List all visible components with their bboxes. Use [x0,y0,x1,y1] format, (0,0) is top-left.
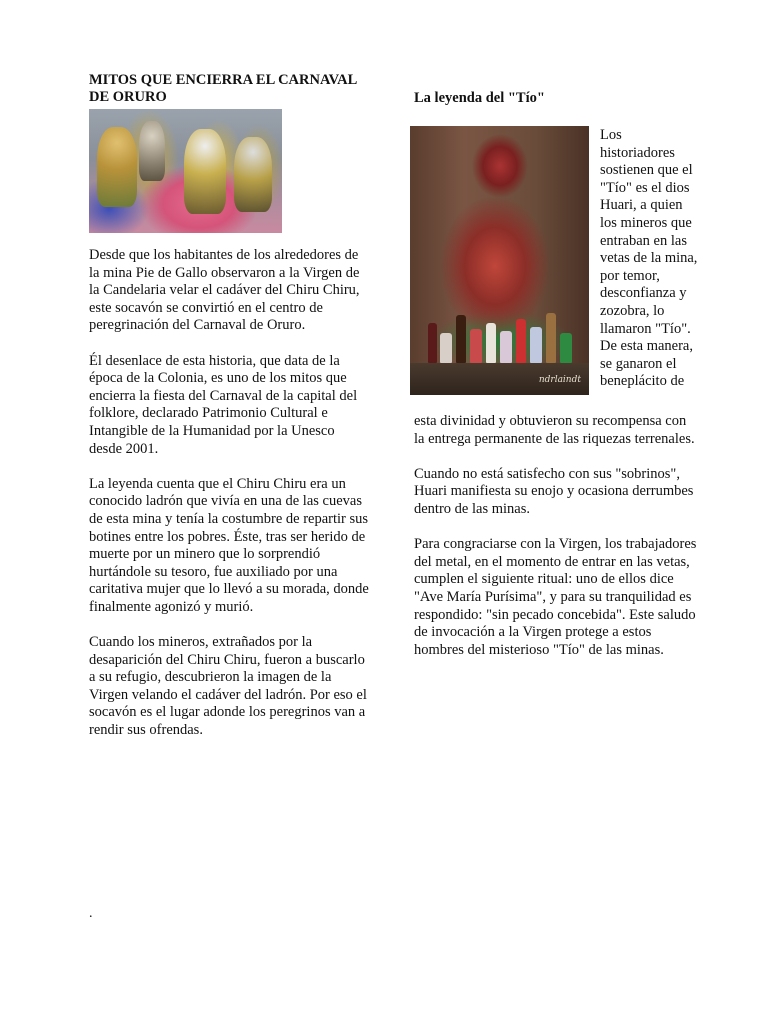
left-paragraph-3: La leyenda cuenta que el Chiru Chiru era un conocido ladrón que vivía en una de las cuevas de esta mina y tenía la costumbre de repartir sus botines entre los pobres. Éste, tras ser herido de muerte por un minero que lo sorprendió hurtándole su tesoro, fue auxiliado por una caritativa mujer que lo llevó a su morada, donde finalmente agonizó y murió. [89,475,369,615]
left-column [89,72,371,740]
right-column-body [414,413,698,659]
left-paragraph-2: Él desenlace de esta historia, que data de la época de la Colonia, es uno de los mitos que encierra la fiesta del Carnaval de la capital del folklore, declarado Patrimonio Cultural e Intangible de la Humanidad por la Unesco desde 2001. [89,352,358,457]
right-paragraph-1: Cuando no está satisfecho con sus "sobrinos", Huari manifiesta su enojo y ocasiona derrumbes dentro de las minas. [414,465,694,517]
tio-wrap-text [600,127,700,391]
article-title: MITOS QUE ENCIERRA EL CARNAVAL DE ORURO [89,72,357,105]
left-paragraph-1: Desde que los habitantes de los alrededores de la mina Pie de Gallo observaron a la Virgen de la Candelaria velar el cadáver del Chiru Chiru, este socavón se convirtió en el centro de peregrinación del Carnaval de Oruro. [89,247,360,334]
tio-wrap-paragraph: Los historiadores sostienen que el "Tío" es el dios Huari, a quien los mineros que entraban en las vetas de la mina, por temor, desconfianza y zozobra, lo llamaron "Tío". De esta manera, se ganaron el beneplácito de [600,127,698,390]
tio-statue-photo [410,126,589,395]
photo-signature: ndrlaindt [538,375,581,385]
footer-dot: . [89,906,93,921]
right-column-header [414,90,698,107]
section-title-tio: La leyenda del "Tío" [414,90,545,106]
left-paragraph-4: Cuando los mineros, extrañados por la desaparición del Chiru Chiru, fueron a buscarlo a su refugio, descubrieron la imagen de la Virgen velando el cadáver del ladrón. Por eso el socavón es el lugar adonde los peregrinos van a rendir sus ofrendas. [89,634,367,739]
right-paragraph-2: Para congraciarse con la Virgen, los trabajadores del metal, en el momento de entrar en las vetas, cumplen el siguiente ritual: uno de ellos dice "Ave María Purísima", y para su tranquilidad es respondido: "sin pecado concebida". Este saludo de invocación a la Virgen protege a estos hombres del misterioso "Tío" de las minas. [414,536,697,658]
carnival-dancers-photo [89,109,282,233]
tio-continued-paragraph: esta divinidad y obtuvieron su recompensa con la entrega permanente de las riquezas terrenales. [414,413,695,447]
